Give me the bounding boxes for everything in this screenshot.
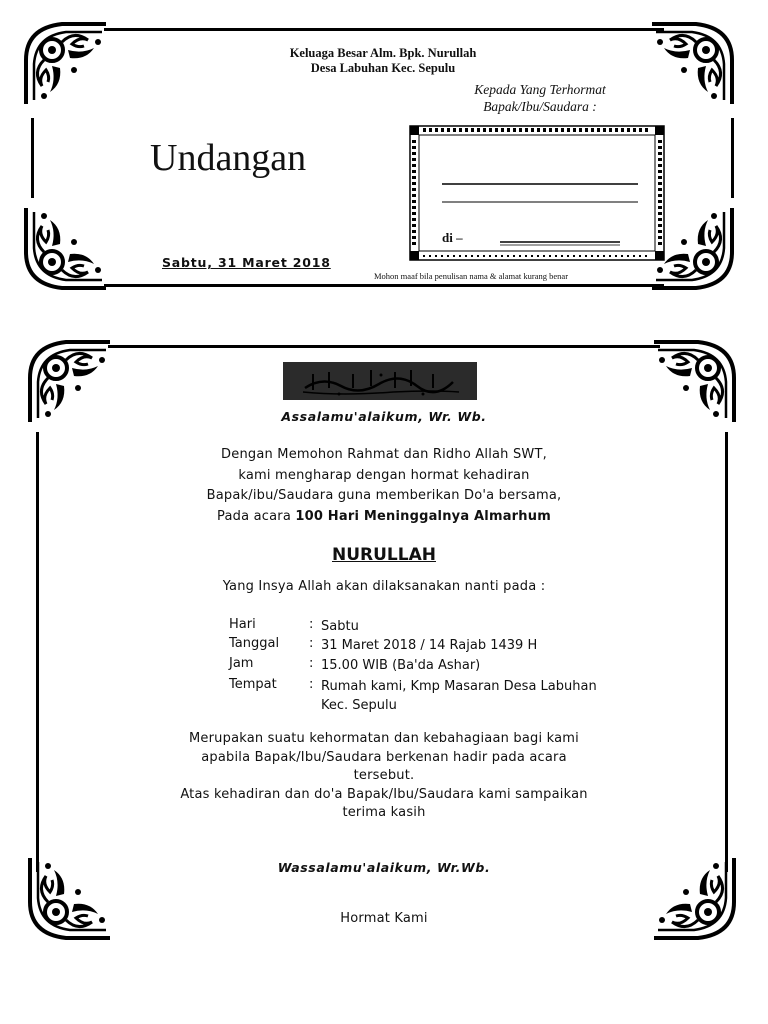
detail-value-line: Rumah kami, Kmp Masaran Desa Labuhan bbox=[321, 679, 597, 694]
envelope-date: Sabtu, 31 Maret 2018 bbox=[162, 255, 331, 270]
envelope-top-border bbox=[104, 28, 664, 31]
corner-ornament-icon bbox=[26, 338, 114, 426]
bismillah-calligraphy-icon bbox=[283, 362, 477, 400]
family-address-line: Desa Labuhan Kec. Sepulu bbox=[310, 61, 456, 75]
opening-salam: Assalamu'alaikum, Wr. Wb. bbox=[281, 409, 487, 424]
detail-colon: : bbox=[309, 656, 314, 671]
detail-value: Sabtu bbox=[321, 619, 359, 634]
detail-colon: : bbox=[309, 677, 314, 692]
envelope-bottom-border bbox=[104, 284, 664, 287]
schedule-intro: Yang Insya Allah akan dilaksanakan nanti pada : bbox=[222, 579, 546, 594]
paragraph-line: terima kasih bbox=[342, 805, 426, 820]
envelope-right-border bbox=[731, 118, 734, 198]
detail-colon: : bbox=[309, 617, 314, 632]
recipient-label: Bapak/Ibu/Saudara : bbox=[483, 99, 597, 114]
invitation-right-border bbox=[725, 432, 728, 872]
paragraph-line: apabila Bapak/Ibu/Saudara berkenan hadir pada acara bbox=[201, 749, 567, 765]
paragraph-line: Atas kehadiran dan do'a Bapak/Ibu/Saudara kami sampaikan bbox=[180, 786, 588, 802]
event-name: 100 Hari Meninggalnya Almarhum bbox=[295, 508, 551, 524]
paragraph-line: Merupakan suatu kehormatan dan kebahagiaan bagi kami bbox=[189, 731, 579, 746]
invitation-left-border bbox=[36, 432, 39, 872]
paragraph-line: tersebut. bbox=[353, 768, 415, 783]
opening-paragraph bbox=[110, 445, 658, 527]
paragraph-line bbox=[110, 507, 658, 528]
envelope-left-border bbox=[31, 118, 34, 198]
signature-line: Hormat Kami bbox=[340, 911, 428, 926]
detail-label: Tanggal bbox=[229, 636, 280, 651]
detail-value-line: Kec. Sepulu bbox=[321, 698, 397, 713]
corner-ornament-icon bbox=[648, 20, 736, 108]
detail-label: Jam bbox=[229, 656, 254, 671]
detail-label: Hari bbox=[229, 617, 256, 632]
corner-ornament-icon bbox=[22, 204, 110, 292]
paragraph-line: kami mengharap dengan hormat kehadiran bbox=[238, 467, 530, 483]
paragraph-line: Dengan Memohon Rahmat dan Ridho Allah SWT, bbox=[221, 447, 547, 462]
corner-ornament-icon bbox=[26, 854, 114, 942]
invitation-title: Undangan bbox=[150, 137, 307, 179]
corner-ornament-icon bbox=[22, 20, 110, 108]
invitation-top-border bbox=[108, 345, 660, 348]
apology-note: Mohon maaf bila penulisan nama & alamat kurang benar bbox=[374, 271, 569, 281]
detail-value: 15.00 WIB (Ba'da Ashar) bbox=[321, 658, 481, 673]
event-prefix: Pada acara bbox=[217, 508, 296, 524]
paragraph-line: Bapak/ibu/Saudara guna memberikan Do'a bersama, bbox=[206, 488, 562, 503]
closing-salam: Wassalamu'alaikum, Wr.Wb. bbox=[277, 860, 491, 875]
address-di-label: di – bbox=[442, 230, 463, 245]
corner-ornament-icon bbox=[650, 854, 738, 942]
closing-paragraph bbox=[150, 730, 618, 823]
detail-colon: : bbox=[309, 636, 314, 651]
detail-value bbox=[321, 677, 641, 715]
family-name-line: Keluaga Besar Alm. Bpk. Nurullah bbox=[289, 46, 477, 60]
corner-ornament-icon bbox=[650, 338, 738, 426]
detail-label: Tempat bbox=[229, 677, 277, 692]
detail-value: 31 Maret 2018 / 14 Rajab 1439 H bbox=[321, 638, 538, 653]
greeting-line: Kepada Yang Terhormat bbox=[474, 82, 606, 97]
deceased-name: NURULLAH bbox=[332, 545, 436, 565]
